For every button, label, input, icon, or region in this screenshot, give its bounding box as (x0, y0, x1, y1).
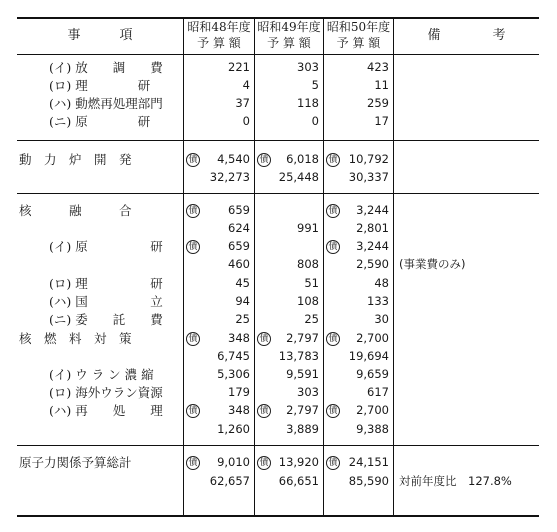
value-cell: 991 (297, 221, 319, 235)
debt-mark-icon: 債 (257, 404, 271, 418)
value-cell: 6,018 (286, 152, 319, 166)
row-label: (イ) 原 研 (49, 239, 163, 254)
value-cell: 659 (228, 203, 250, 217)
value-cell: 32,273 (209, 170, 250, 184)
header-col3-line1: 昭和50年度 (326, 20, 391, 34)
value-cell: 659 (228, 239, 250, 253)
value-cell: 25,448 (278, 170, 319, 184)
value-cell: 13,920 (278, 455, 319, 469)
header-item: 事 項 (67, 28, 133, 43)
value-cell: 108 (297, 294, 319, 308)
value-cell: 0 (242, 114, 250, 128)
value-cell: 51 (304, 276, 319, 290)
rule-header (17, 54, 539, 55)
debt-mark-icon: 債 (186, 240, 200, 254)
value-cell: 25 (304, 312, 319, 326)
value-cell: 1,260 (217, 422, 250, 436)
value-cell: 3,889 (286, 422, 319, 436)
value-cell: 94 (235, 294, 250, 308)
value-cell: 617 (367, 385, 389, 399)
rule-section2 (17, 193, 539, 194)
value-cell: 3,244 (356, 203, 389, 217)
value-cell: 303 (297, 385, 319, 399)
value-cell: 2,590 (356, 257, 389, 271)
value-cell: 2,797 (286, 403, 319, 417)
header-col3-line2: 予 算 額 (336, 36, 381, 50)
row-label: (ニ) 委 託 費 (49, 312, 163, 327)
value-cell: 4,540 (217, 152, 250, 166)
value-cell: 624 (228, 221, 250, 235)
debt-mark-icon: 債 (326, 204, 340, 218)
debt-mark-icon: 債 (326, 240, 340, 254)
debt-mark-icon: 債 (186, 204, 200, 218)
row-label: 核 融 合 (19, 203, 132, 218)
value-cell: 0 (311, 114, 319, 128)
value-cell: 9,659 (356, 367, 389, 381)
value-cell: 423 (367, 60, 389, 74)
value-cell: 30 (374, 312, 389, 326)
value-cell: 2,801 (356, 221, 389, 235)
debt-mark-icon: 債 (257, 153, 271, 167)
value-cell: 5,306 (217, 367, 250, 381)
value-cell: 17 (374, 114, 389, 128)
value-cell: 3,244 (356, 239, 389, 253)
value-cell: 11 (374, 78, 389, 92)
header-note: 備 考 (427, 28, 506, 43)
value-cell: 460 (228, 257, 250, 271)
debt-mark-icon: 債 (186, 332, 200, 346)
value-cell: 118 (297, 96, 319, 110)
header-col1-line2: 予 算 額 (197, 36, 241, 50)
rule-bottom (17, 515, 539, 517)
rule-section3 (17, 445, 539, 446)
debt-mark-icon: 債 (326, 332, 340, 346)
value-cell: 24,151 (348, 455, 389, 469)
header-col2-line1: 昭和49年度 (257, 20, 321, 34)
value-cell: 2,797 (286, 331, 319, 345)
value-cell: 9,388 (356, 422, 389, 436)
row-label: (ハ) 国 立 (49, 294, 163, 309)
value-cell: 30,337 (348, 170, 389, 184)
note-cell: 対前年度比 127.8% (399, 474, 512, 488)
row-label: 核 燃 料 対 策 (19, 331, 132, 346)
value-cell: 133 (367, 294, 389, 308)
row-label: 原子力関係予算総計 (19, 455, 132, 470)
vrule-4 (393, 17, 394, 517)
value-cell: 259 (367, 96, 389, 110)
row-label: (ハ) 再 処 理 (49, 403, 163, 418)
value-cell: 221 (228, 60, 250, 74)
value-cell: 4 (242, 78, 250, 92)
value-cell: 13,783 (278, 349, 319, 363)
header-col1-line1: 昭和48年度 (187, 20, 251, 34)
row-label: (ハ) 動燃再処理部門 (49, 96, 163, 111)
value-cell: 37 (235, 96, 250, 110)
debt-mark-icon: 債 (326, 404, 340, 418)
row-label: 動 力 炉 開 発 (19, 152, 132, 167)
value-cell: 6,745 (217, 349, 250, 363)
debt-mark-icon: 債 (257, 332, 271, 346)
row-label: (ロ) 理 研 (49, 78, 151, 93)
debt-mark-icon: 債 (186, 153, 200, 167)
budget-table (17, 17, 539, 517)
debt-mark-icon: 債 (326, 153, 340, 167)
debt-mark-icon: 債 (326, 456, 340, 470)
value-cell: 5 (311, 78, 319, 92)
value-cell (255, 202, 319, 219)
note-cell: (事業費のみ) (399, 257, 466, 271)
value-cell: 45 (235, 276, 250, 290)
value-cell: 9,010 (217, 455, 250, 469)
debt-mark-icon: 債 (186, 404, 200, 418)
rule-section1 (17, 140, 539, 141)
value-cell: 348 (228, 403, 250, 417)
debt-mark-icon: 債 (257, 456, 271, 470)
row-label: (イ) ウ ラ ン 濃 縮 (49, 367, 154, 382)
value-cell: 10,792 (348, 152, 389, 166)
value-cell: 66,651 (278, 474, 319, 488)
value-cell: 62,657 (209, 474, 250, 488)
value-cell: 808 (297, 257, 319, 271)
row-label: (ロ) 海外ウラン資源 (49, 385, 163, 400)
value-cell: 85,590 (348, 474, 389, 488)
value-cell: 19,694 (348, 349, 389, 363)
value-cell: 48 (374, 276, 389, 290)
value-cell: 303 (297, 60, 319, 74)
value-cell: 9,591 (286, 367, 319, 381)
value-cell: 25 (235, 312, 250, 326)
row-label: (ニ) 原 研 (49, 114, 151, 129)
row-label: (イ) 放 調 費 (49, 60, 163, 75)
debt-mark-icon: 債 (186, 456, 200, 470)
row-label: (ロ) 理 研 (49, 276, 163, 291)
value-cell (255, 238, 319, 255)
header-col2-line2: 予 算 額 (267, 36, 311, 50)
value-cell: 179 (228, 385, 250, 399)
value-cell: 2,700 (356, 403, 389, 417)
value-cell: 348 (228, 331, 250, 345)
value-cell: 2,700 (356, 331, 389, 345)
